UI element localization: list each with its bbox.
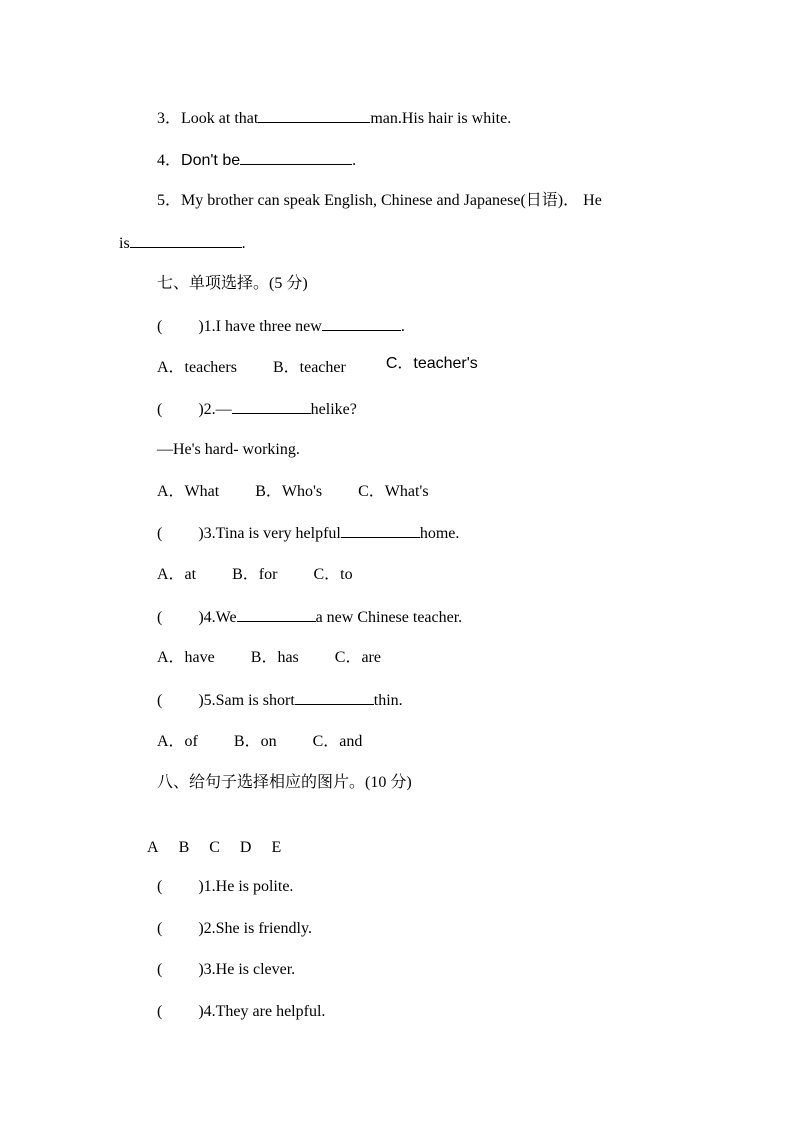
answer-blank[interactable] [240, 150, 352, 165]
match-item-4 [157, 1002, 325, 1022]
option-a[interactable]: A．at [157, 566, 197, 583]
picture-label-c: C [209, 839, 220, 856]
answer-paren-open: ( [157, 525, 163, 542]
picture-label-b: B [178, 839, 190, 856]
option-a[interactable]: A．teachers [157, 359, 237, 376]
mc-options-3 [157, 565, 353, 585]
match-item-1 [157, 877, 293, 897]
fill-question-4 [157, 150, 356, 171]
question-text-before: My brother can speak English, Chinese and Japanese(日语)． He [181, 192, 602, 209]
mc-question-5 [157, 690, 403, 711]
answer-paren-open: ( [157, 318, 163, 335]
mc-question-2 [157, 399, 357, 420]
mc-options-1 [157, 355, 478, 378]
question-text-after: . [352, 152, 357, 169]
option-b[interactable]: B．has [250, 649, 299, 666]
question-text-before: is [119, 235, 130, 252]
option-b[interactable]: B．on [233, 733, 277, 750]
option-c[interactable]: C．What's [358, 483, 429, 500]
option-c[interactable]: C．to [313, 566, 353, 583]
question-text: )3.Tina is very helpful [198, 525, 341, 542]
option-c[interactable]: C．teacher's [385, 355, 478, 372]
question-text-before: Don't be [181, 152, 241, 169]
answer-blank[interactable] [232, 399, 311, 414]
mc-options-5 [157, 732, 362, 752]
option-c[interactable]: C．and [312, 733, 363, 750]
question-number: 4． [157, 152, 182, 169]
picture-labels [147, 838, 281, 858]
section-heading: 七、单项选择。(5 分) [157, 275, 308, 292]
answer-blank[interactable] [258, 108, 370, 123]
option-a[interactable]: A．have [157, 649, 215, 666]
answer-paren-open: ( [157, 878, 163, 895]
match-item-2 [157, 919, 312, 939]
question-text-after: a new Chinese teacher. [315, 609, 463, 626]
answer-paren-open: ( [157, 920, 163, 937]
question-number: 5． [157, 192, 182, 209]
mc-question-1 [157, 316, 405, 337]
answer-paren-open: ( [157, 609, 163, 626]
section-heading: 八、给句子选择相应的图片。(10 分) [157, 774, 412, 791]
mc-options-4 [157, 648, 381, 668]
option-b[interactable]: B．Who's [255, 483, 323, 500]
answer-blank[interactable] [341, 523, 420, 538]
mc-answer-line-2: —He's hard- working. [157, 441, 300, 458]
question-text: )2.— [198, 401, 232, 418]
answer-blank[interactable] [322, 316, 401, 331]
question-text-after: home. [419, 525, 460, 542]
picture-label-d: D [239, 839, 252, 856]
answer-paren-open: ( [157, 401, 163, 418]
option-c[interactable]: C．are [334, 649, 381, 666]
answer-blank[interactable] [237, 607, 316, 622]
fill-question-5 [157, 191, 602, 211]
match-item-3 [157, 960, 295, 980]
question-text-after: man.His hair is white. [370, 110, 512, 127]
answer-blank[interactable] [295, 690, 374, 705]
option-b[interactable]: B．teacher [272, 359, 346, 376]
mc-options-2 [157, 482, 429, 502]
picture-label-e: E [271, 839, 282, 856]
sentence-text: )3.He is clever. [198, 961, 296, 978]
question-number: 3． [157, 110, 182, 127]
question-text-before: Look at that [181, 110, 259, 127]
mc-question-3 [157, 523, 459, 544]
answer-blank[interactable] [130, 233, 242, 248]
fill-question-5-continued [119, 233, 246, 254]
question-text-after: helike? [310, 401, 357, 418]
sentence-text: )2.She is friendly. [198, 920, 312, 937]
question-text-after: . [400, 318, 405, 335]
option-a[interactable]: A．of [157, 733, 198, 750]
picture-label-a: A [147, 839, 159, 856]
question-text: )5.Sam is short [198, 692, 295, 709]
question-text-after: thin. [373, 692, 403, 709]
question-text: )4.We [198, 609, 237, 626]
answer-paren-open: ( [157, 692, 163, 709]
mc-question-4 [157, 607, 462, 628]
option-a[interactable]: A．What [157, 483, 220, 500]
question-text: )1.I have three new [198, 318, 322, 335]
question-text-after: . [241, 235, 246, 252]
sentence-text: )1.He is polite. [198, 878, 294, 895]
option-b[interactable]: B．for [232, 566, 278, 583]
fill-question-3 [157, 108, 511, 129]
answer-paren-open: ( [157, 961, 163, 978]
sentence-text: )4.They are helpful. [198, 1003, 326, 1020]
answer-paren-open: ( [157, 1003, 163, 1020]
